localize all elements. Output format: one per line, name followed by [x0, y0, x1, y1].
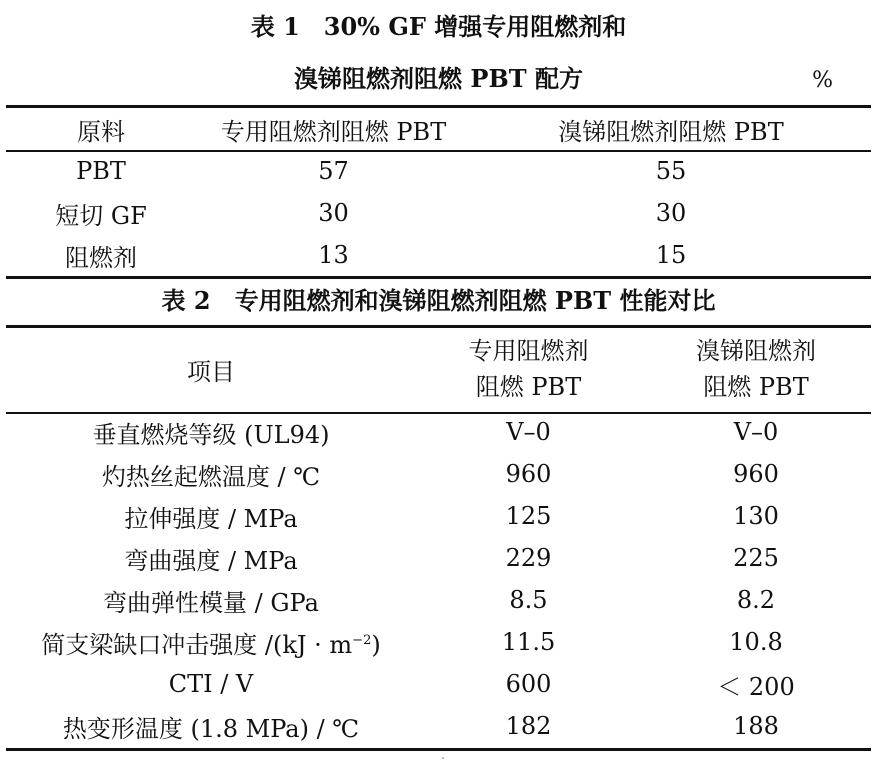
table2-value: ＜ 200 — [717, 672, 795, 701]
table1 — [6, 108, 871, 276]
table2 — [6, 327, 871, 747]
table2-bottom-rule — [6, 748, 871, 751]
table2-item: CTI / V — [168, 670, 254, 698]
table-row — [6, 495, 871, 537]
table1-cell: 57 — [318, 157, 349, 185]
table2-header-special-line1: 专用阻燃剂 — [468, 337, 589, 365]
table1-cell: 阻燃剂 — [65, 243, 137, 272]
table-row — [6, 411, 871, 453]
table2-value: 225 — [733, 544, 779, 572]
table1-cell: 30 — [318, 199, 349, 227]
table1-bottom-rule — [6, 276, 871, 279]
table1-title-line2: 溴锑阻燃剂阻燃 PBT 配方 — [294, 64, 583, 93]
table2-item: 热变形温度 (1.8 MPa) / ℃ — [62, 714, 360, 743]
table2-item — [6, 621, 416, 663]
table2-value: 182 — [505, 712, 552, 740]
table2-item: 弯曲弹性模量 / GPa — [103, 588, 319, 617]
table2-header-brsb-line2: 阻燃 PBT — [703, 373, 809, 401]
table1-header-brsb: 溴锑阻燃剂阻燃 PBT — [558, 117, 784, 146]
table2-title: 表 2 专用阻燃剂和溴锑阻燃剂阻燃 PBT 性能对比 — [161, 286, 716, 315]
table-row — [6, 537, 871, 579]
table-row — [6, 579, 871, 621]
table2-header-brsb-line1: 溴锑阻燃剂 — [696, 337, 816, 365]
table2-item: 垂直燃烧等级 (UL94) — [92, 420, 330, 449]
table2-value: 125 — [505, 502, 552, 530]
table2-header-special-line2: 阻燃 PBT — [475, 373, 582, 401]
table2-value: 8.2 — [736, 586, 776, 614]
table-row — [6, 150, 871, 192]
table2-value: 960 — [505, 460, 552, 488]
table2-item-superscript: −2 — [352, 632, 372, 648]
table2-value: 130 — [733, 502, 779, 530]
table1-cell: PBT — [76, 157, 126, 185]
table-row — [6, 234, 871, 276]
table2-header-row — [6, 327, 871, 411]
table2-item: 灼热丝起燃温度 / ℃ — [101, 462, 321, 491]
table1-cell: 55 — [655, 157, 687, 185]
table2-value: 600 — [505, 670, 552, 698]
table1-unit: % — [812, 68, 833, 93]
table1-cell: 15 — [655, 241, 687, 269]
table-row — [6, 705, 871, 747]
table2-value: 188 — [733, 712, 779, 740]
table2-value: 8.5 — [509, 586, 548, 614]
table1-header-row — [6, 108, 871, 150]
table2-header-brsb — [641, 327, 871, 411]
table1-header-special: 专用阻燃剂阻燃 PBT — [220, 117, 447, 146]
table1-header-material: 原料 — [77, 117, 125, 146]
table2-value: 11.5 — [501, 628, 556, 656]
table2-item: 拉伸强度 / MPa — [124, 504, 298, 533]
table2-item-end: ) — [371, 630, 381, 659]
table-row — [6, 663, 871, 705]
table1-cell: 13 — [318, 241, 349, 269]
table2-value: V–0 — [506, 418, 551, 446]
table2-value: 229 — [505, 544, 552, 572]
table1-cell: 30 — [655, 199, 687, 227]
table-row — [6, 621, 871, 663]
table2-header-item: 项目 — [187, 357, 235, 386]
table2-header-special — [416, 327, 641, 411]
table1-title-line1: 表 1 30% GF 增强专用阻燃剂和 — [250, 12, 627, 41]
table2-item-main: 简支梁缺口冲击强度 /(kJ · m — [41, 630, 353, 659]
table2-value: 10.8 — [729, 628, 783, 656]
table1-cell: 短切 GF — [55, 201, 147, 230]
scan-speck — [442, 757, 444, 759]
table-row — [6, 192, 871, 234]
table-row — [6, 453, 871, 495]
table2-item: 弯曲强度 / MPa — [124, 546, 298, 575]
table2-value: V–0 — [733, 418, 779, 446]
table2-value: 960 — [733, 460, 779, 488]
